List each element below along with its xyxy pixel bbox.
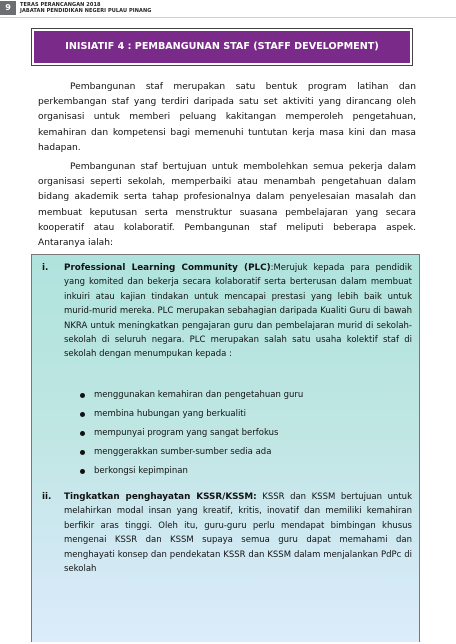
page-number: 9 <box>0 1 16 15</box>
item-number-2: ii. <box>42 492 52 502</box>
item-1-bullet-list <box>80 386 380 481</box>
intro-paragraph-2: Pembangunan staf bertujuan untuk membolehkan semua pekerja dalam organisasi seperti sekolah, memperbaiki atau menambah pengetahuan dalam bidang akademik serta tahap profesionalnya dalam penyelesaian masalah dan membuat keputusan serta menstruktur suasana pembelajaran yang secara kooperatif atau kolaboratif. Pembangunan staf meliputi beberapa aspek. Antaranya ialah: <box>38 162 416 249</box>
bullet-icon <box>80 412 85 417</box>
bullet-icon <box>80 450 85 455</box>
header-divider <box>0 17 456 18</box>
header-line-2: JABATAN PENDIDIKAN NEGERI PULAU PINANG <box>20 8 152 14</box>
item-2-heading: Tingkatkan penghayatan KSSR/KSSM: <box>64 492 257 502</box>
item-1-heading: Professional Learning Community (PLC) <box>64 263 271 273</box>
bullet-icon <box>80 469 85 474</box>
list-item: membina hubungan yang berkualiti <box>80 405 380 424</box>
item-1-text-block <box>64 261 412 362</box>
list-item: mempunyai program yang sangat berfokus <box>80 424 380 443</box>
bullet-icon <box>80 431 85 436</box>
item-2-text-block <box>64 490 412 576</box>
item-number-1: i. <box>42 263 49 273</box>
list-item: menggerakkan sumber-sumber sedia ada <box>80 443 380 462</box>
section-title-banner: INISIATIF 4 : PEMBANGUNAN STAF (STAFF DEVELOPMENT) <box>34 31 410 63</box>
list-item: menggunakan kemahiran dan pengetahuan guru <box>80 386 380 405</box>
intro-paragraph-1: Pembangunan staf merupakan satu bentuk program latihan dan perkembangan staf yang terdiri daripada satu set aktiviti yang dirancang oleh organisasi untuk memberi peluang kakitangan memperoleh pengetahuan, kemahiran dan kompetensi bagi memenuhi tuntutan kerja masa kini dan masa hadapan. <box>38 82 416 153</box>
header-text <box>20 2 151 14</box>
item-1-body: :Merujuk kepada para pendidik yang komited dan bekerja secara kolaboratif serta berterusan dalam membuat inkuiri atau kajian tindakan untuk mencapai prestasi yang lebih baik untuk murid-murid mereka. PLC merupakan sebahagian daripada Kualiti Guru di bawah NKRA untuk meningkatkan pengajaran guru dan pembelajaran murid di sekolah-sekolah di seluruh negara. PLC merupakan salah satu usaha kolektif staf di sekolah dengan menumpukan kepada : <box>64 263 412 360</box>
item-2-body: KSSR dan KSSM bertujuan untuk melahirkan modal insan yang kreatif, kritis, inovatif dan memiliki kemahiran berfikir aras tinggi. Oleh itu, guru-guru perlu mendapat bimbingan khusus mengenai KSSR dan KSSM supaya semua guru dapat memahami dan menghayati konsep dan pendekatan KSSR dan KSSM dalam menjalankan PdPc di sekolah <box>64 492 412 575</box>
header-line-1: TERAS PERANCANGAN 2018 <box>20 2 101 8</box>
page-header <box>0 0 456 22</box>
bullet-icon <box>80 393 85 398</box>
list-item: berkongsi kepimpinan <box>80 462 380 481</box>
